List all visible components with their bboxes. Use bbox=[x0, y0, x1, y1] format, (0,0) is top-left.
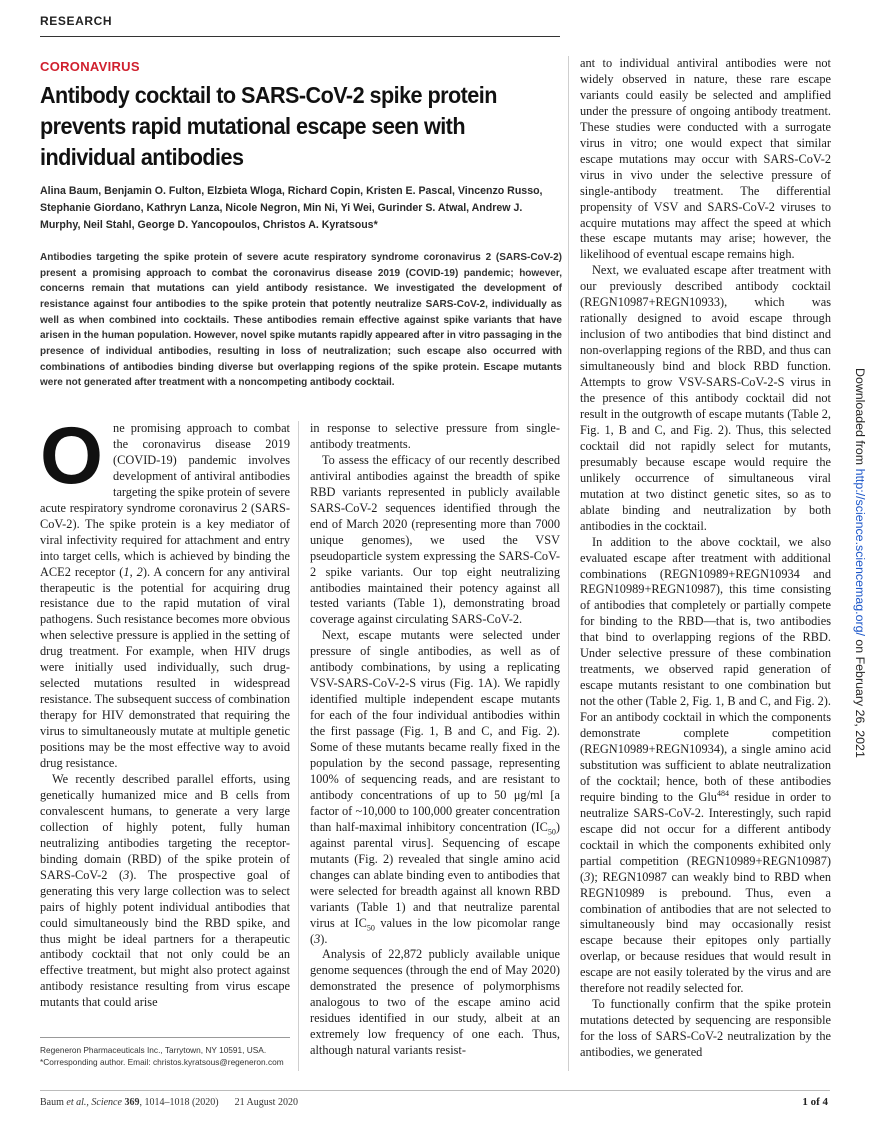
citation-ref: 3 bbox=[584, 869, 591, 884]
body-paragraph: ant to individual antiviral antibodies were not widely observed in nature, these rare escape variants could easily be selected and amplified under the pressure of ongoing antibody treatment. These studies were conducted with a surrogate virus in vitro; one would expect that similar escape mutations may occur with SARS-CoV-2 virus in vivo under the selective pressure of single-antibody treatment. The differential propensity of VSV and SARS-CoV-2 viruses to acquire mutations may affect the speed at which these escape mutants may arise; however, the likelihood of eventual escape remains high. bbox=[580, 56, 831, 262]
body-paragraph: To assess the efficacy of our recently described antiviral antibodies against the breadth of spike RBD variants represented in publicly available SARS-CoV-2 sequences identified through the end of March 2020 (representing more than 7000 unique genomes), we used the VSV pseudoparticle system expressing the SARS-CoV-2 spike variants. Our top eight neutralizing antibodies maintained their potency against all tested variants (Table 1), demonstrating broad coverage against circulating SARS-CoV-2. bbox=[310, 452, 560, 627]
author-list: Alina Baum, Benjamin O. Fulton, Elzbieta Wloga, Richard Copin, Kristen E. Pascal, Vincenzo Russo, Stephanie Giordano, Kathryn Lanza, Nicole Negron, Min Ni, Yi Wei, Gurinder S. Atwal, Andrew J. Murphy, Neil Stahl, George D. Yancopoulos, Christos A. Kyratsous* bbox=[40, 185, 543, 231]
citation-ref: 1, 2 bbox=[123, 564, 143, 579]
column-divider bbox=[568, 56, 569, 1071]
body-paragraph: in response to selective pressure from single-antibody treatments. bbox=[310, 421, 560, 451]
affiliation-address: Regeneron Pharmaceuticals Inc., Tarrytown, NY 10591, USA. bbox=[40, 1045, 267, 1055]
body-column-2 bbox=[310, 421, 560, 1059]
body-paragraph: To functionally confirm that the spike protein mutations detected by sequencing are responsible for the loss of SARS-CoV-2 neutralization by the antibodies, we generated bbox=[580, 997, 831, 1060]
section-label: RESEARCH bbox=[40, 14, 113, 28]
body-paragraph: Analysis of 22,872 publicly available unique genome sequences (through the end of May 2020) demonstrated the presence of polymorphisms analogous to two of the escape amino acid residues identified in our study, albeit at an extremely low frequency of one each. Thus, although natural variants resist- bbox=[310, 947, 560, 1058]
body-paragraph: One promising approach to combat the coronavirus disease 2019 (COVID-19) pandemic involves development of antiviral antibodies targeting the spike protein of severe acute respiratory syndrome coronavirus 2 (SARS-CoV-2). The spike protein is a key mediator of viral infectivity required for attachment and entry into target cells, which is achieved by binding the ACE2 receptor (1, 2). A concern for any antiviral therapeutic is the potential for acquiring drug resistance due to the rapid mutation of viral pathogens. Such resistance becomes more obvious when selective pressure is applied in the setting of drug treatment. For example, when HIV drugs were initially used individually, such drug-selected mutations resulted in widespread resistance. The subsequent success of combination therapy for HIV demonstrated that requiring the virus to simultaneously mutate at multiple genetic positions may be the most effective way to avoid drug resistance. bbox=[40, 411, 291, 771]
citation-ref: 3 bbox=[314, 931, 321, 946]
body-paragraph: In addition to the above cocktail, we also evaluated escape after treatment with additional combinations (REGN10989+REGN10934 and REGN10989+REGN10987), this time consisting of antibodies that completely or partially compete for binding to the RBD—that is, two antibodies that bind to overlapping regions of the RBD. Under selective pressure of these combination treatments, we observed rapid generation of escape mutants resistant to one combination but not the other (Table 2, Fig. 1, B and C, and Fig. 2). For an antibody cocktail in which the components demonstrate complete competition (REGN10989+REGN10934), a single amino acid substitution was sufficient to ablate neutralization of the cocktail; hence, both of these antibodies require binding to the Glu$^{484}$ residue in order to neutralize SARS-CoV-2. Interestingly, such rapid escape did not occur for a different antibody cocktail in which the components exhibited only partial competition (REGN10989+REGN10987) (3); REGN10987 can weakly bind to RBD when REGN10989 is prebound. Thus, even a combination of antibodies that are not selected to simultaneously bind may occasionally resist escape because their epitopes only partially overlap, or because residues that would result in escape are not easily tolerated by the virus and are therefore not readily selected for. bbox=[580, 534, 831, 996]
page-number: 1 of 4 bbox=[802, 1096, 828, 1108]
body-paragraph: Next, escape mutants were selected under pressure of single antibodies, as well as of antibody combinations, by using a replicating VSV-SARS-CoV-2-S virus (Fig. 1A). We rapidly identified multiple independent escape mutants for each of the four individual antibodies within the first passage (Fig. 1, B and C, and Fig. 2). Some of these mutants became really fixed in the population by the second passage, representing 100% of sequencing reads, and are resistant to antibody concentrations of up to 50 μg/ml [a factor of ~10,000 to 100,000 greater concentration than half-maximal inhibitory concentration $(IC_{50})$ against parental virus]. Sequencing of escape mutants (Fig. 2) revealed that single amino acid changes can ablate binding even to antibodies that were selected for breadth against all known RBD variants (Table 1) and that neutralize parental virus at $IC_{50}$ values in the low picomolar range (3). bbox=[310, 628, 560, 946]
footer-citation: Baum et al., Science 369, 1014–1018 (2020) 21 August 2020 bbox=[40, 1097, 298, 1108]
abstract: Antibodies targeting the spike protein of severe acute respiratory syndrome coronavirus 2 (SARS-CoV-2) present a promising approach to combat the coronavirus disease 2019 (COVID-19) pandemic; however, concerns remain that mutations can yield antibody resistance. We investigated the development of resistance against four antibodies to the spike protein that potently neutralize SARS-CoV-2, individually as well as when combined into cocktails. These antibodies remain effective against spike variants that have arisen in the human population. However, novel spike mutants rapidly appeared after in vitro passaging in the presence of individual antibodies, resulting in loss of neutralization; such escape also occurred with combinations of antibodies binding diverse but overlapping regions of the spike protein. Escape mutants were not generated after treatment with a noncompeting antibody cocktail. bbox=[40, 252, 562, 389]
download-watermark: Downloaded from http://science.sciencemag.org/ on February 26, 2021 bbox=[853, 368, 867, 758]
affiliation-rule bbox=[40, 1037, 290, 1038]
column-divider bbox=[298, 421, 299, 1071]
corresponding-author: *Corresponding author. Email: christos.kyratsous@regeneron.com bbox=[40, 1057, 284, 1067]
article-title: Antibody cocktail to SARS-CoV-2 spike protein prevents rapid mutational escape seen with individual antibodies bbox=[40, 82, 497, 170]
body-column-1 bbox=[40, 411, 291, 1011]
body-paragraph: Next, we evaluated escape after treatment with our previously described antibody cocktail (REGN10987+REGN10933), which was rationally designed to avoid escape through inclusion of two antibodies that bind distinct and non-overlapping regions of the RBD, and thus can simultaneously bind and block RBD function. Attempts to grow VSV-SARS-CoV-2-S virus in the presence of this antibody cocktail did not result in the outgrowth of escape mutants (Table 2, Fig. 1, B and C, and Fig. 2). Thus, this selected cocktail did not rapidly select for mutants, presumably because escape would require the unlikely occurrence of simultaneous viral mutation at two distinct genetic sites, so as to ablate binding and neutralization by both antibodies in the cocktail. bbox=[580, 263, 831, 533]
footer-rule bbox=[40, 1090, 830, 1091]
body-column-3 bbox=[580, 56, 831, 1061]
citation-ref: 3 bbox=[123, 867, 130, 882]
article-category: CORONAVIRUS bbox=[40, 59, 140, 74]
header-rule bbox=[40, 36, 560, 37]
drop-cap: O bbox=[40, 411, 104, 501]
footer-date: 21 August 2020 bbox=[234, 1097, 298, 1108]
body-paragraph: We recently described parallel efforts, using genetically humanized mice and B cells from convalescent humans, to generate a very large collection of highly potent, fully human neutralizing antibodies targeting the receptor-binding domain (RBD) of the spike protein of SARS-CoV-2 (3). The prospective goal of generating this very large collection was to select pairs of highly potent individual antibodies that could simultaneously bind the RBD spike, and thus might be ideal partners for a therapeutic antibody cocktail that not only could be an effective treatment, but might also protect against antibody resistance resulting from virus escape mutants that could arise bbox=[40, 771, 290, 1010]
affiliation-note bbox=[40, 1044, 290, 1068]
source-link[interactable]: http://science.sciencemag.org/ bbox=[853, 468, 867, 636]
